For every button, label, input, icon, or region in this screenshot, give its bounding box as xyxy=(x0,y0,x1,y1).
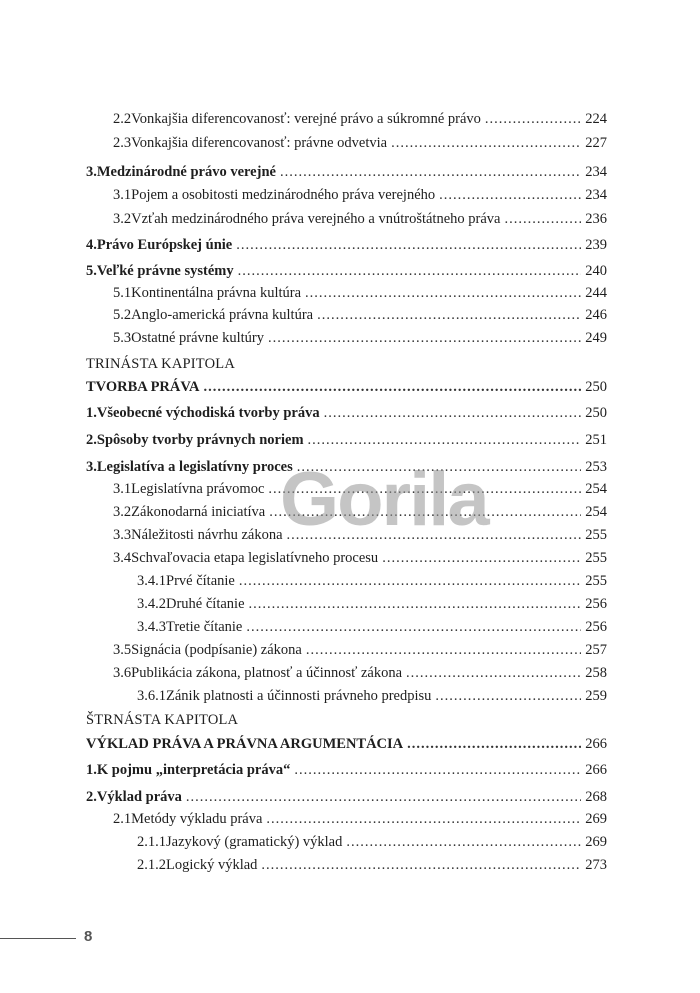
toc-entry xyxy=(113,549,607,567)
chapter-heading-14: ŠTRNÁSTA KAPITOLA xyxy=(86,712,239,728)
page-number: 244 xyxy=(585,285,607,301)
page-number: 258 xyxy=(585,665,607,681)
page-number: 250 xyxy=(585,405,607,421)
chapter-title-13 xyxy=(86,378,607,396)
toc-entry xyxy=(113,810,607,828)
toc-entry xyxy=(86,262,607,280)
leader-dots xyxy=(391,134,581,152)
toc-entry-title: Logický výklad xyxy=(166,857,258,873)
leader-dots xyxy=(407,735,581,753)
toc-entry-title: Ostatné právne kultúry xyxy=(131,330,265,346)
page-number: 255 xyxy=(585,573,607,589)
toc-entry-number: 2.3 xyxy=(113,135,132,151)
page-number: 249 xyxy=(585,330,607,346)
toc-entry xyxy=(113,210,607,228)
toc-entry xyxy=(113,284,607,302)
toc-entry xyxy=(137,618,607,636)
chapter-title-14 xyxy=(86,735,607,753)
toc-entry-number: 5.1 xyxy=(113,285,132,301)
chapter-title-text: VÝKLAD PRÁVA A PRÁVNA ARGUMENTÁCIA xyxy=(86,736,404,752)
toc-entry xyxy=(86,163,607,181)
page-number: 266 xyxy=(585,762,607,778)
page-number: 257 xyxy=(585,642,607,658)
toc-entry xyxy=(86,431,607,449)
leader-dots xyxy=(382,549,581,567)
toc-entry xyxy=(113,664,607,682)
toc-entry xyxy=(113,480,607,498)
page-number: 246 xyxy=(585,307,607,323)
leader-dots xyxy=(297,458,581,476)
page-number: 224 xyxy=(585,111,607,127)
toc-entry-title: Signácia (podpísanie) zákona xyxy=(131,642,302,658)
toc-entry xyxy=(113,186,607,204)
toc-entry xyxy=(86,404,607,422)
toc-entry-number: 3.3 xyxy=(113,527,132,543)
chapter-heading-13: TRINÁSTA KAPITOLA xyxy=(86,356,235,372)
leader-dots xyxy=(239,572,581,590)
toc-entry-title: Náležitosti návrhu zákona xyxy=(131,527,283,543)
toc-entry-title: Zákonodarná iniciatíva xyxy=(131,504,266,520)
toc-entry-number: 3.4.3 xyxy=(137,619,166,635)
footer-rule xyxy=(0,938,76,939)
toc-entry-number: 1. xyxy=(86,405,97,421)
toc-entry-number: 3.6 xyxy=(113,665,132,681)
toc-entry-title: Tretie čítanie xyxy=(166,619,243,635)
page-number: 240 xyxy=(585,263,607,279)
toc-entry-title: Právo Európskej únie xyxy=(96,237,233,253)
toc-entry-title: Schvaľovacia etapa legislatívneho procesu xyxy=(131,550,379,566)
toc-entry-number: 3.4 xyxy=(113,550,132,566)
page-number: 239 xyxy=(585,237,607,253)
leader-dots xyxy=(439,186,581,204)
toc-entry-title: Legislatíva a legislatívny proces xyxy=(96,459,293,475)
leader-dots xyxy=(249,595,582,613)
toc-entry xyxy=(137,833,607,851)
toc-entry-number: 2.1.2 xyxy=(137,857,166,873)
toc-entry xyxy=(113,110,607,128)
toc-entry xyxy=(86,761,607,779)
toc-entry xyxy=(113,134,607,152)
toc-entry-number: 3.2 xyxy=(113,211,132,227)
leader-dots xyxy=(246,618,581,636)
leader-dots xyxy=(269,503,581,521)
leader-dots xyxy=(238,262,582,280)
leader-dots xyxy=(287,526,582,544)
page-number: 250 xyxy=(585,379,607,395)
page-number: 269 xyxy=(585,834,607,850)
toc-entry-number: 2.1 xyxy=(113,811,132,827)
toc-entry-title: K pojmu „interpretácia práva“ xyxy=(96,762,291,778)
leader-dots xyxy=(308,431,582,449)
toc-entry-title: Medzinárodné právo verejné xyxy=(96,164,276,180)
toc-entry-number: 2.1.1 xyxy=(137,834,166,850)
toc-entry-title: Všeobecné východiská tvorby práva xyxy=(96,405,320,421)
toc-entry-title: Výklad práva xyxy=(96,789,182,805)
toc-entry-title: Veľké právne systémy xyxy=(96,263,234,279)
toc-entry-title: Vzťah medzinárodného práva verejného a vnútroštátneho práva xyxy=(131,211,501,227)
leader-dots xyxy=(268,480,581,498)
leader-dots xyxy=(317,306,581,324)
page-number: 255 xyxy=(585,550,607,566)
leader-dots xyxy=(294,761,581,779)
toc-entry-title: Publikácia zákona, platnosť a účinnosť zákona xyxy=(131,665,403,681)
page-number: 256 xyxy=(585,619,607,635)
leader-dots xyxy=(485,110,581,128)
toc-entry-number: 3.4.2 xyxy=(137,596,166,612)
leader-dots xyxy=(306,641,581,659)
toc-entry xyxy=(113,306,607,324)
chapter-title-text: TVORBA PRÁVA xyxy=(86,379,200,395)
page-number: 234 xyxy=(585,164,607,180)
page-number: 273 xyxy=(585,857,607,873)
toc-entry-number: 4. xyxy=(86,237,97,253)
toc-entry-number: 2. xyxy=(86,432,97,448)
page-number: 268 xyxy=(585,789,607,805)
page-number: 254 xyxy=(585,504,607,520)
toc-entry xyxy=(113,503,607,521)
leader-dots xyxy=(504,210,581,228)
leader-dots xyxy=(280,163,581,181)
toc-entry-number: 3.4.1 xyxy=(137,573,166,589)
leader-dots xyxy=(435,687,581,705)
leader-dots xyxy=(324,404,582,422)
toc-entry-number: 2.2 xyxy=(113,111,132,127)
toc-entry-title: Spôsoby tvorby právnych noriem xyxy=(96,432,304,448)
toc-entry-number: 5.3 xyxy=(113,330,132,346)
leader-dots xyxy=(236,236,581,254)
toc-entry-number: 3.1 xyxy=(113,481,132,497)
footer-page-number: 8 xyxy=(84,928,93,945)
toc-entry-number: 3. xyxy=(86,459,97,475)
page-number: 227 xyxy=(585,135,607,151)
page-number: 269 xyxy=(585,811,607,827)
leader-dots xyxy=(203,378,581,396)
toc-entry-number: 3.1 xyxy=(113,187,132,203)
watermark-logo: Gorila xyxy=(280,457,488,542)
page-number: 254 xyxy=(585,481,607,497)
toc-entry-title: Kontinentálna právna kultúra xyxy=(131,285,302,301)
page-number: 255 xyxy=(585,527,607,543)
toc-entry xyxy=(137,856,607,874)
page-number: 256 xyxy=(585,596,607,612)
leader-dots xyxy=(305,284,581,302)
page-number: 253 xyxy=(585,459,607,475)
toc-entry-title: Druhé čítanie xyxy=(166,596,245,612)
toc-entry-number: 5. xyxy=(86,263,97,279)
toc-entry-number: 2. xyxy=(86,789,97,805)
toc-entry-number: 3.2 xyxy=(113,504,132,520)
toc-entry xyxy=(86,458,607,476)
toc-entry-title: Metódy výkladu práva xyxy=(131,811,263,827)
toc-entry xyxy=(86,788,607,806)
toc-entry-title: Zánik platnosti a účinnosti právneho predpisu xyxy=(166,688,432,704)
toc-entry xyxy=(113,526,607,544)
page-number: 251 xyxy=(585,432,607,448)
toc-entry-title: Prvé čítanie xyxy=(166,573,235,589)
toc-entry-title: Pojem a osobitosti medzinárodného práva verejného xyxy=(131,187,436,203)
toc-entry-number: 1. xyxy=(86,762,97,778)
leader-dots xyxy=(261,856,581,874)
toc-entry xyxy=(137,572,607,590)
leader-dots xyxy=(346,833,581,851)
leader-dots xyxy=(406,664,581,682)
page-number: 236 xyxy=(585,211,607,227)
toc-entry-number: 5.2 xyxy=(113,307,132,323)
toc-entry-title: Vonkajšia diferencovanosť: právne odvetvia xyxy=(131,135,388,151)
toc-entry xyxy=(113,329,607,347)
leader-dots xyxy=(186,788,581,806)
toc-entry-title: Anglo-americká právna kultúra xyxy=(131,307,314,323)
toc-entry-number: 3.6.1 xyxy=(137,688,166,704)
page-number: 259 xyxy=(585,688,607,704)
toc-entry-number: 3.5 xyxy=(113,642,132,658)
leader-dots xyxy=(268,329,581,347)
toc-entry-title: Vonkajšia diferencovanosť: verejné právo a súkromné právo xyxy=(131,111,481,127)
toc-entry xyxy=(86,236,607,254)
toc-entry xyxy=(137,595,607,613)
page-number: 266 xyxy=(585,736,607,752)
toc-entry-number: 3. xyxy=(86,164,97,180)
leader-dots xyxy=(266,810,581,828)
page-number: 234 xyxy=(585,187,607,203)
toc-entry-title: Jazykový (gramatický) výklad xyxy=(166,834,343,850)
toc-entry xyxy=(113,641,607,659)
toc-entry xyxy=(137,687,607,705)
toc-entry-title: Legislatívna právomoc xyxy=(131,481,265,497)
